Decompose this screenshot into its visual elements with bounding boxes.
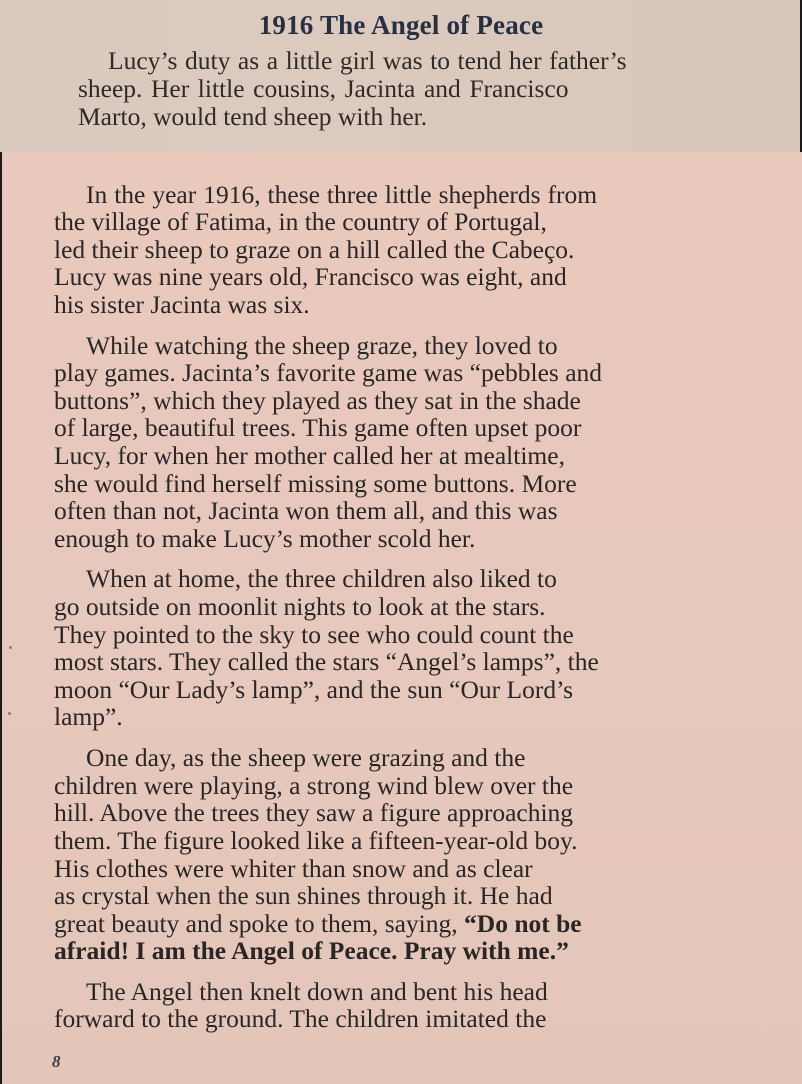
intro-line: Lucy’s duty as a little girl was to tend her father’s xyxy=(108,46,627,75)
paragraph-line: go outside on moonlit nights to look at the stars. xyxy=(54,592,546,621)
paragraph-line: Lucy, for when her mother called her at mealtime, xyxy=(54,441,565,470)
paragraph-line: lamp”. xyxy=(54,702,123,731)
paragraph-line xyxy=(54,910,582,938)
paragraph-line: His clothes were whiter than snow and as clear xyxy=(54,854,533,883)
scan-speck xyxy=(9,646,12,649)
paragraph-line: forward to the ground. The children imitated the xyxy=(54,1004,547,1033)
intro-panel xyxy=(0,0,802,152)
paragraph-line: While watching the sheep graze, they loved to xyxy=(86,331,558,360)
angel-quote-start: “Do not be xyxy=(464,909,582,938)
paragraph-line: children were playing, a strong wind blew over the xyxy=(54,771,574,800)
paragraph-line: led their sheep to graze on a hill called the Cabeço. xyxy=(54,235,575,264)
paragraph-line: most stars. They called the stars “Angel’s lamps”, the xyxy=(54,647,599,676)
paragraph-line: hill. Above the trees they saw a figure approaching xyxy=(54,798,574,827)
intro-line: Marto, would tend sheep with her. xyxy=(78,102,428,131)
scan-speck xyxy=(8,712,11,715)
paragraph-line: the village of Fatima, in the country of Portugal, xyxy=(54,207,547,236)
paragraph-line: buttons”, which they played as they sat in the shade xyxy=(54,386,581,415)
paragraph-line: she would find herself missing some buttons. More xyxy=(54,469,577,498)
chapter-title: 1916 The Angel of Peace xyxy=(258,10,544,40)
paragraph-line: moon “Our Lady’s lamp”, and the sun “Our Lord’s xyxy=(54,675,574,704)
paragraph-line: In the year 1916, these three little shepherds from xyxy=(86,180,598,209)
paragraph-line: of large, beautiful trees. This game often upset poor xyxy=(54,413,582,442)
paragraph-line: The Angel then knelt down and bent his head xyxy=(86,977,548,1006)
intro-line: sheep. Her little cousins, Jacinta and Francisco xyxy=(78,74,569,103)
paragraph-line: One day, as the sheep were grazing and the xyxy=(86,743,526,772)
paragraph-line-plain: great beauty and spoke to them, saying, xyxy=(54,909,465,938)
paragraph-line: as crystal when the sun shines through it. He had xyxy=(54,881,553,910)
paragraph-line: his sister Jacinta was six. xyxy=(54,290,310,319)
angel-quote: afraid! I am the Angel of Peace. Pray with me.” xyxy=(54,936,569,965)
page-number: 8 xyxy=(52,1052,61,1071)
paragraph-line: them. The figure looked like a fifteen-year-old boy. xyxy=(54,826,578,855)
paragraph-line: They pointed to the sky to see who could count the xyxy=(54,620,574,649)
paragraph-line: play games. Jacinta’s favorite game was “pebbles and xyxy=(54,358,603,387)
paragraph-line: enough to make Lucy’s mother scold her. xyxy=(54,524,476,553)
paragraph-line: When at home, the three children also liked to xyxy=(86,564,557,593)
paragraph-line: Lucy was nine years old, Francisco was eight, and xyxy=(54,262,567,291)
paragraph-line: often than not, Jacinta won them all, and this was xyxy=(54,496,558,525)
